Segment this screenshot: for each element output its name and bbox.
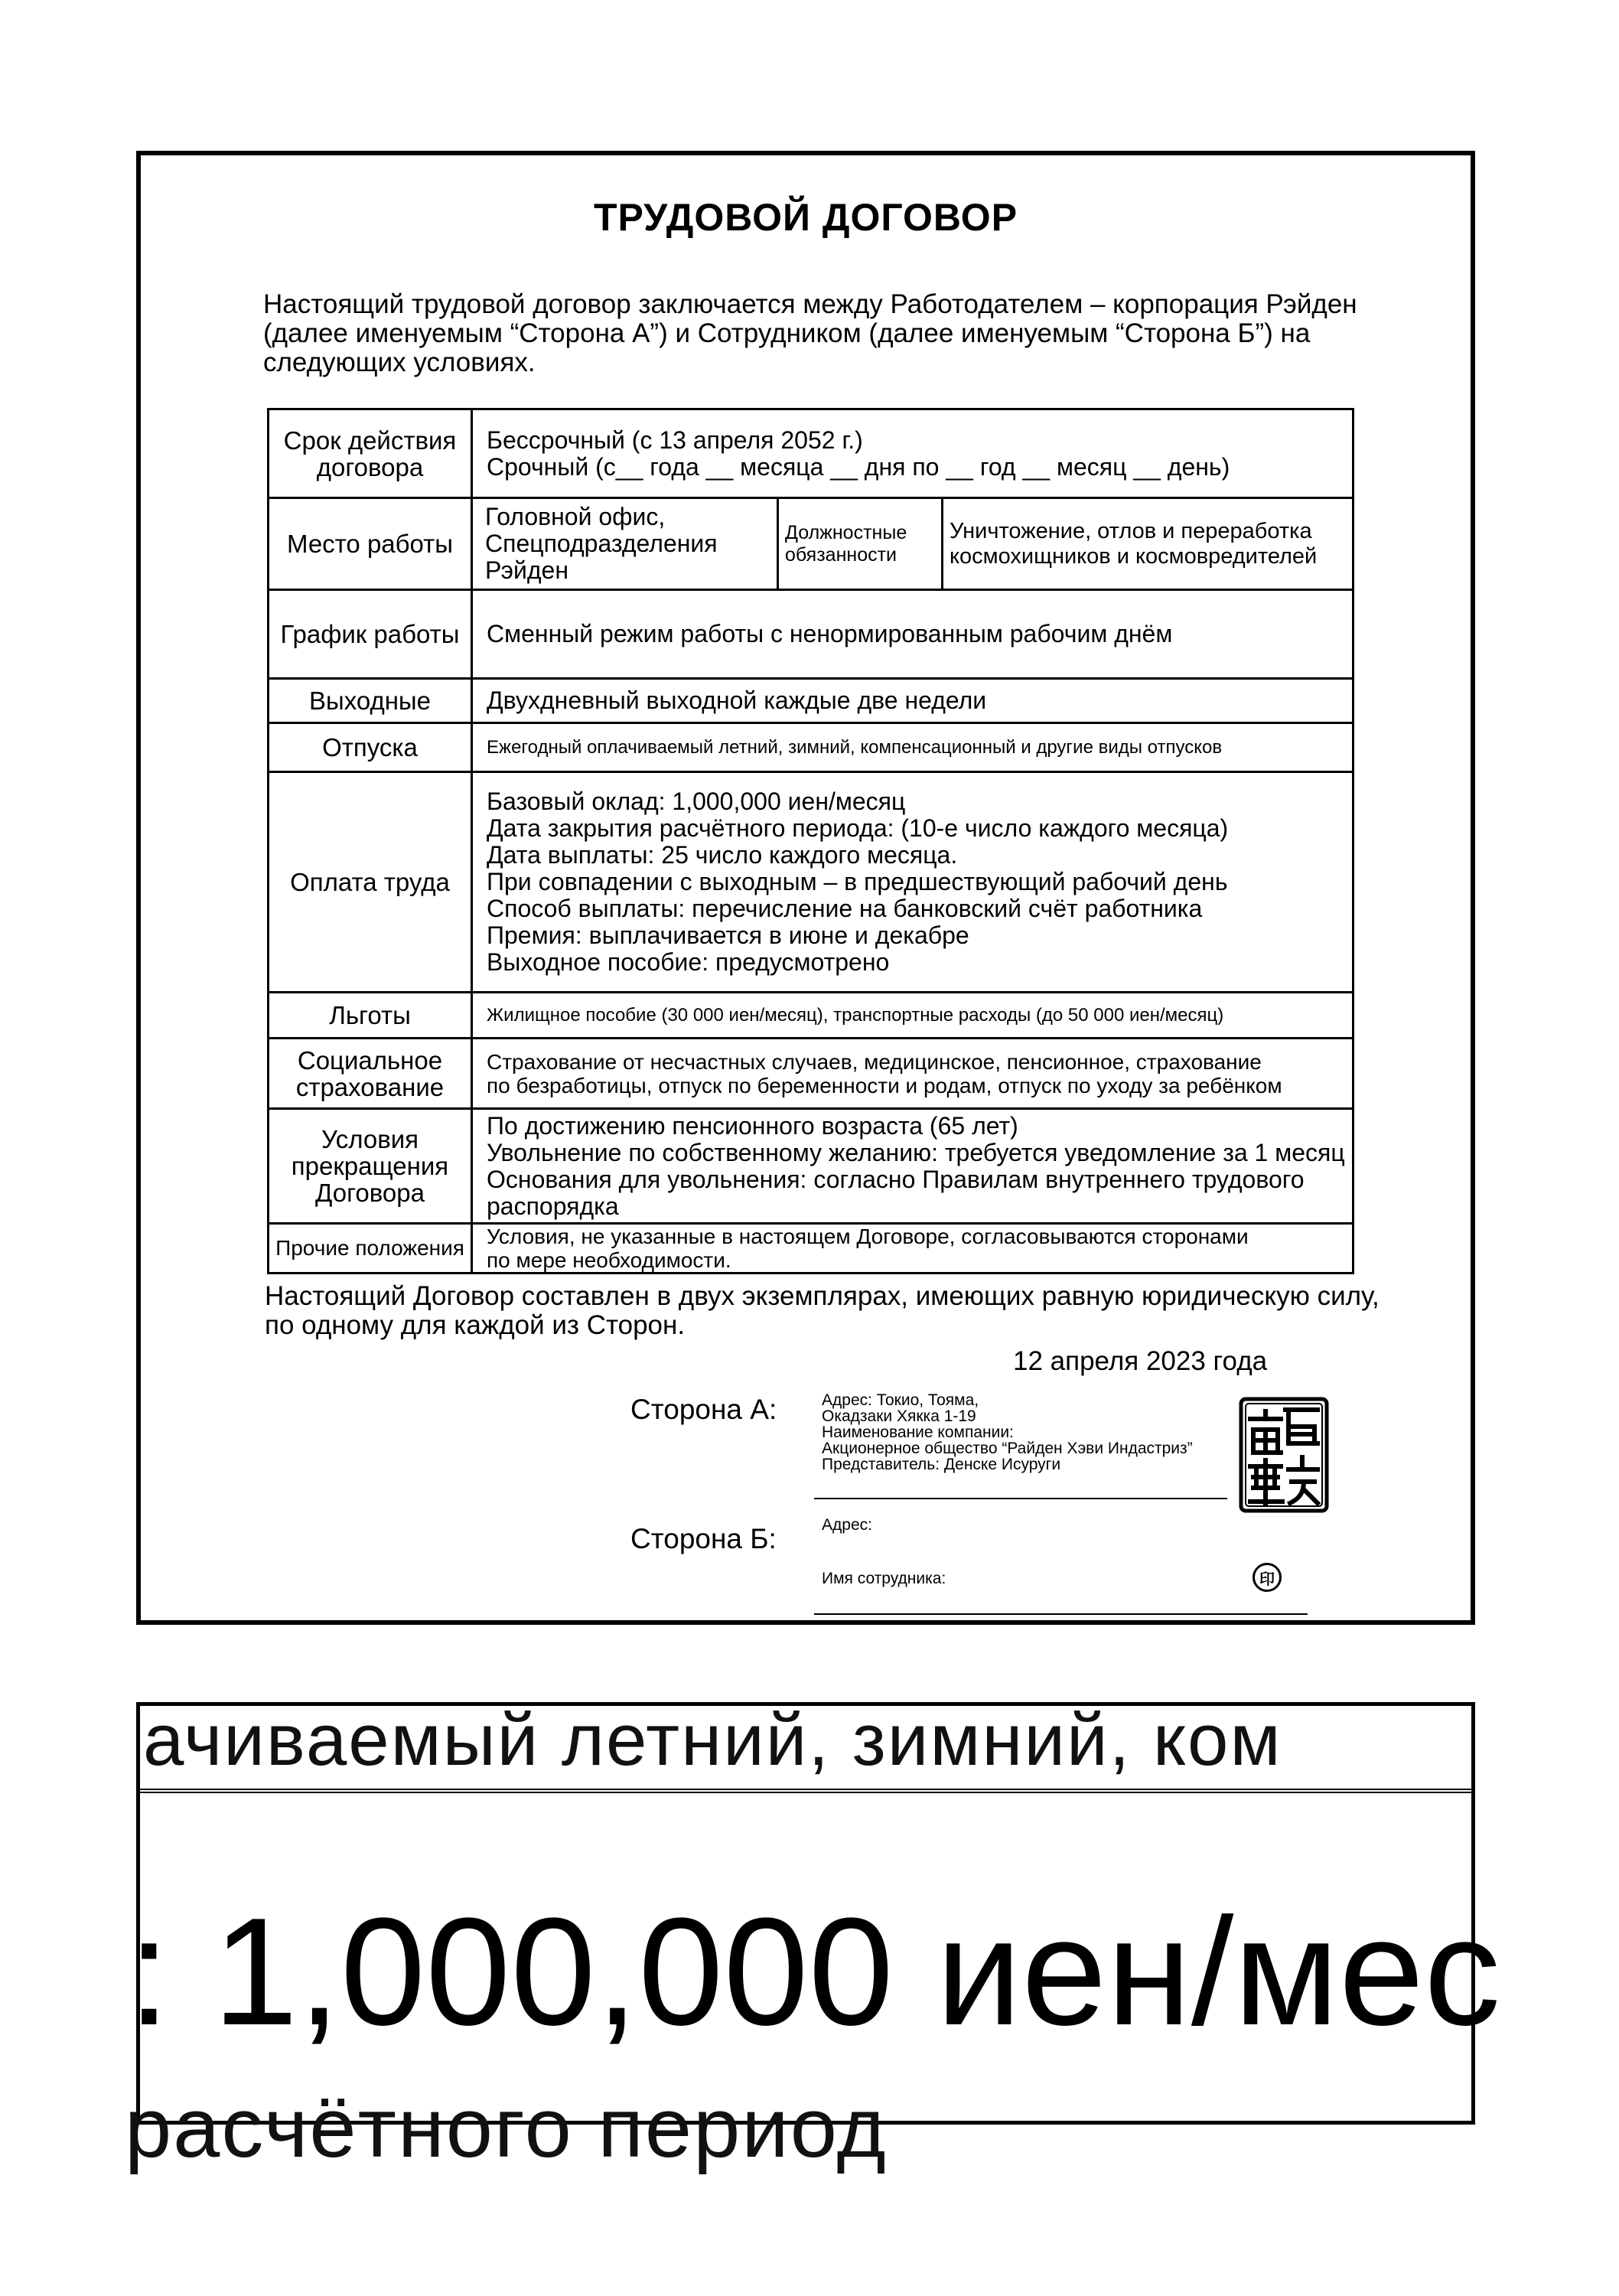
row-other — [269, 1224, 1354, 1274]
term-line-fixed: Срочный (с__ года __ месяца __ дня по __ год __ месяц __ день) — [487, 452, 1230, 481]
row-benefits — [269, 993, 1354, 1039]
party-a-details: Адрес: Токио, Тояма, Окадзаки Хякка 1-19 Наименование компании: Акционерное общество “Райден Хэви Индастриз” Представитель: Денске Исуруги — [822, 1391, 1193, 1473]
row-label: Отпуска — [269, 723, 472, 772]
party-b-name-label: Имя сотрудника: — [822, 1570, 946, 1587]
duties-value: Уничтожение, отлов и переработка космохищников и космовредителей — [950, 518, 1318, 569]
zoom-divider — [140, 1789, 1471, 1793]
row-value — [472, 409, 1354, 498]
row-value: Жилищное пособие (30 000 иен/месяц), транспортные расходы (до 50 000 иен/месяц) — [472, 993, 1354, 1039]
row-insurance — [269, 1039, 1354, 1109]
row-workplace — [269, 498, 1354, 590]
row-vacation — [269, 723, 1354, 772]
duties-label: Должностные обязанности — [779, 499, 943, 589]
row-label: График работы — [269, 590, 472, 679]
row-contract-term — [269, 409, 1354, 498]
row-label: Выходные — [269, 679, 472, 723]
row-schedule — [269, 590, 1354, 679]
document-title: ТРУДОВОЙ ДОГОВОР — [593, 196, 1018, 239]
row-value: Двухдневный выходной каждые две недели — [472, 679, 1354, 723]
row-label: Прочие положения — [269, 1224, 472, 1274]
seal-mark-icon: 印 — [1253, 1563, 1282, 1592]
row-value — [472, 498, 1354, 590]
row-value: Ежегодный оплачиваемый летний, зимний, компенсационный и другие виды отпусков — [472, 723, 1354, 772]
party-b-address-label: Адрес: — [822, 1516, 872, 1534]
zoom-line-period: расчётного период — [125, 2081, 888, 2175]
contract-document — [136, 151, 1475, 1625]
row-pay — [269, 772, 1354, 993]
row-days-off — [269, 679, 1354, 723]
term-line-permanent: Бессрочный (с 13 апреля 2052 г.) — [487, 426, 863, 454]
row-label: Условия прекращения Договора — [269, 1109, 472, 1224]
row-value: Базовый оклад: 1,000,000 иен/месяц Дата закрытия расчётного периода: (10-е число каждого месяца) Дата выплаты: 25 число каждого месяца. При совпадении с выходным – в предшествующий рабочий день Способ выплаты: перечисление на банковский счёт работника Премия: выплачивается в июне и декабре Выходное пособие: предусмотрено — [472, 772, 1354, 993]
row-label: Социальное страхование — [269, 1039, 472, 1109]
zoom-line-vacation: ачиваемый летний, зимний, ком — [143, 1699, 1282, 1781]
company-seal-icon — [1238, 1396, 1330, 1514]
workplace-office: Головной офис, Спецподразделения Рэйден — [473, 499, 779, 589]
party-a-label: Сторона А: — [630, 1394, 777, 1425]
contract-date: 12 апреля 2023 года — [1013, 1346, 1268, 1376]
row-value: По достижению пенсионного возраста (65 лет) Увольнение по собственному желанию: требуется уведомление за 1 месяц Основания для увольнения: согласно Правилам внутреннего трудового распорядка — [472, 1109, 1354, 1224]
row-value: Страхование от несчастных случаев, медицинское, пенсионное, страхование по безработицы, отпуск по беременности и родам, отпуск по уходу за ребёнком — [472, 1039, 1354, 1109]
row-label: Льготы — [269, 993, 472, 1039]
zoomed-detail-crop — [125, 1699, 1501, 2175]
row-label: Оплата труда — [269, 772, 472, 993]
party-a-signature-line — [814, 1498, 1227, 1499]
party-b-label: Сторона Б: — [630, 1523, 777, 1554]
closing-paragraph: Настоящий Договор составлен в двух экземплярах, имеющих равную юридическую силу, по одному для каждой из Сторон. — [265, 1281, 1380, 1340]
zoom-line-salary: : 1,000,000 иен/мес — [128, 1887, 1501, 2057]
terms-table — [267, 408, 1354, 1274]
row-value: Сменный режим работы с ненормированным рабочим днём — [472, 590, 1354, 679]
row-termination — [269, 1109, 1354, 1224]
row-label: Срок действия договора — [269, 409, 472, 498]
party-b-signature-line — [814, 1613, 1308, 1615]
row-label: Место работы — [269, 498, 472, 590]
row-value: Условия, не указанные в настоящем Договоре, согласовываются сторонами по мере необходимости. — [472, 1224, 1354, 1274]
intro-paragraph: Настоящий трудовой договор заключается между Работодателем – корпорация Рэйден (далее именуемым “Сторона А”) и Сотрудником (далее именуемым “Сторона Б”) на следующих условиях. — [263, 289, 1357, 377]
